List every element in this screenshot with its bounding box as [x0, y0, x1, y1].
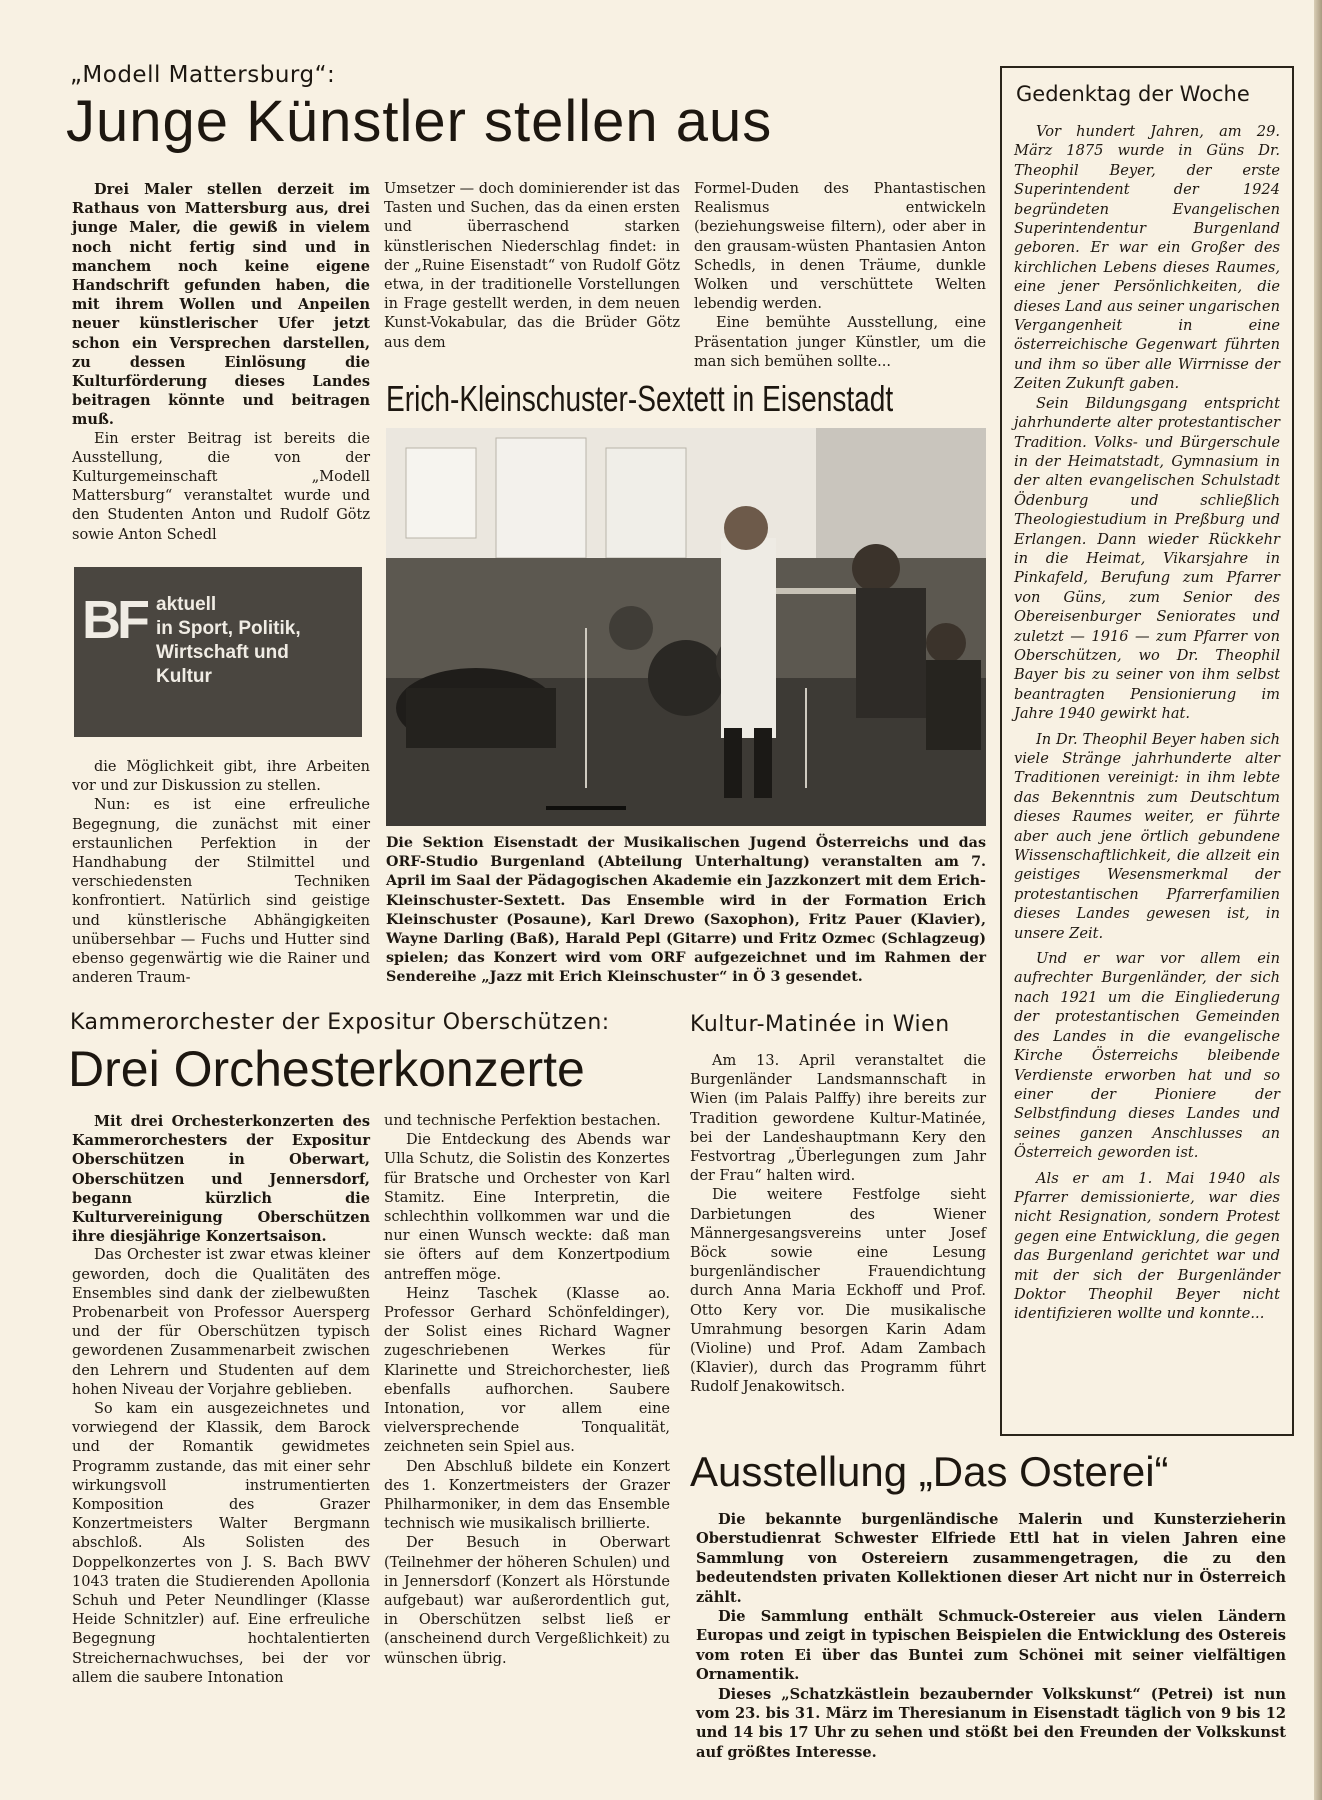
article-column-1b [72, 758, 370, 988]
orchester-paragraph: So kam ein ausgezeichnetes und vorwiegend der Klassik, dem Barock und der Romantik gewidmetes Programm zustande, das mit einer sehr wirkungsvoll instrumentierten Komposition des Grazer Konzertmeisters Walter Bergmann abschloß. Als Solisten des Doppelkonzertes von J. S. Bach BWV 1043 traten die Studierenden Apollonia Schuh und Peter Neundlinger (Klasse Heide Schnitzler) auf. Eine erfreuliche Begegnung hochtalentierten Streichernachwuchses, bei der vor allem die saubere Intonation [72, 1401, 370, 1686]
orchester-paragraph: Heinz Taschek (Klasse ao. Professor Gerhard Schönfeldinger), der Solist eines Richard Wagner zugeschriebenen Werkes für Klarinette und Streichorchester, ließ ebenfalls aufhorchen. Saubere Intonation, vor allem eine vielversprechende Tonqualität, zeichneten sein Spiel aus. [384, 1285, 670, 1456]
bf-ad-box [74, 567, 362, 737]
matinee-column [690, 1052, 986, 1398]
sidebar-body [1014, 122, 1280, 1324]
sextett-caption [386, 834, 986, 988]
orchester-paragraph: Der Besuch in Oberwart (Teilnehmer der höheren Schulen) und in Jennersdorf (Konzert als Hörstunde aufgebaut) war außerordentlich gut, in Oberschützen selbst ließ er (anscheinend durch Vergeßlichkeit) zu wünschen übrig. [384, 1535, 670, 1667]
osterei-paragraph: Dieses „Schatzkästlein bezaubernder Volkskunst“ (Petrei) ist nun vom 23. bis 31. März im Theresianum in Eisenstadt täglich von 9 bis 12 und 14 bis 17 Uhr zu sehen und stößt bei den Freunden der Volkskunst auf größtes Interesse. [696, 1685, 1286, 1761]
orchester-kicker: Kammerorchester der Expositur Oberschützen: [70, 1010, 610, 1035]
sidebar-paragraph: Vor hundert Jahren, am 29. März 1875 wurde in Güns Dr. Theophil Beyer, der erste Superintendent der 1924 begründeten Evangelischen Superintendentur Burgenland geboren. Er war ein Großer des kirchlichen Lebens dieses Raumes, eine jener Persönlichkeiten, die dieses Land aus seiner ungarischen Vergangenheit in eine österreichische Gegenwart führten und ihm so über alle Wirrnisse der Zeiten Zukunft gaben. [1014, 123, 1280, 393]
osterei-headline: Ausstellung „Das Osterei“ [690, 1448, 1169, 1495]
bf-logo: BF [82, 590, 146, 650]
sidebar-paragraph: Sein Bildungsgang entspricht jahrhunderte alter protestantischer Tradition. Volks- und Bürgerschule in der Heimatstadt, Gymnasium in der alten evangelischen Schulstadt Ödenburg und schließlich Theologiestudium in Preßburg und Erlangen. Dann wieder Rückkehr in die Heimat, Vikarsjahre in Pinkafeld, Berufung zum Pfarrer von Güns, zum Senior des Obereisenburger Seniorates und zuletzt — 1916 — zum Pfarrer von Oberschützen, wo Dr. Theophil Bayer bis zu seiner von ihm selbst beantragten Pensionierung im Jahre 1940 gewirkt hat. [1014, 394, 1280, 723]
orchester-column-2 [384, 1112, 670, 1669]
osterei-paragraph: Die Sammlung enthält Schmuck-Ostereier aus vielen Ländern Europas und zeigt in typischen Beispielen die Entwicklung des Ostereis vom roten Ei über das Buntei zum Schönei mit seiner vielfältigen Ornamentik. [696, 1608, 1286, 1684]
orchester-paragraph: Die Entdeckung des Abends war Ulla Schutz, die Solistin des Konzertes für Bratsche und Orchester von Karl Stamitz. Eine Interpretin, die schlechthin vollkommen war und die nur einen Wunsch weckte: daß man sie öfters auf dem Konzertpodium antreffen möge. [384, 1132, 670, 1283]
bf-line: in Sport, Politik, [156, 618, 301, 639]
article-column-2 [384, 180, 680, 353]
orchester-lead: Mit drei Orchesterkonzerten des Kammerorchesters der Expositur Oberschützen in Oberwart, Oberschützen und Jennersdorf, begann kürzlich die Kulturvereinigung Oberschützen ihre diesjährige Konzertsaison. [72, 1113, 370, 1246]
article-headline: Junge Künstler stellen aus [66, 89, 773, 154]
orchester-paragraph: Den Abschluß bildete ein Konzert des 1. Konzertmeisters der Grazer Philharmoniker, in dem das Ensemble technisch wie musikalisch brillierte. [384, 1458, 670, 1533]
orchester-paragraph: und technische Perfektion bestachen. [384, 1113, 661, 1129]
article-lead: Drei Maler stellen derzeit im Rathaus von Mattersburg aus, drei junge Maler, die gewiß in vielem noch nicht fertig sind und in manchem noch keine eigene Handschrift gefunden haben, die mit ihrem Wollen und Anpeilen neuer künstlerischer Ufer jetzt schon ein Versprechen darstellen, zu dessen Einlösung die Kulturförderung dieses Landes beitragen könnte und beitragen muß. [72, 181, 370, 429]
article-paragraph: Eine bemühte Ausstellung, eine Präsentation junger Künstler, um die man sich bemühen sollte... [694, 315, 986, 370]
bf-line: Kultur [156, 666, 212, 687]
bf-text [156, 593, 301, 689]
sidebar-paragraph: In Dr. Theophil Beyer haben sich viele Stränge jahrhunderte alter Traditionen vereinigt: in ihm lebte das Bekenntnis zum Deutschtum dieses Raumes weiter, er führte aber auch jene örtlich gebundene Wissenschaftlichkeit, die allzeit ein geistiges Wesensmerkmal der protestantischen Pfarrerfamilien dieses Landes gewesen ist, in unsere Zeit. [1014, 730, 1280, 942]
matinee-paragraph: Die weitere Festfolge sieht Darbietungen des Wiener Männergesangsvereins unter Josef Böck sowie eine Lesung burgenländischer Frauendichtung durch Anna Maria Eckhoff und Prof. Otto Kery vor. Die musikalische Umrahmung besorgen Karin Adam (Violine) und Prof. Adam Zambach (Klavier), durch das Programm führt Rudolf Jenakowitsch. [690, 1187, 986, 1396]
sidebar-title: Gedenktag der Woche [1016, 82, 1250, 106]
osterei-paragraph: Die bekannte burgenländische Malerin und Kunsterzieherin Oberstudienrat Schwester Elfriede Ettl hat in vielen Jahren eine Sammlung von Ostereiern zusammengetragen, die zu den bedeutendsten privaten Kollektionen dieser Art nicht nur in Österreich zählt. [696, 1511, 1286, 1606]
sextett-headline: Erich-Kleinschuster-Sextett in Eisenstadt [386, 378, 894, 419]
article-column-3 [694, 180, 986, 372]
caption-text: Die Sektion Eisenstadt der Musikalischen Jugend Österreichs und das ORF-Studio Burgenland (Abteilung Unterhaltung) veranstalten am 7. April im Saal der Pädagogischen Akademie ein Jazzkonzert mit dem Erich-Kleinschuster-Sextett. Das Ensemble wird in der Formation Erich Kleinschuster (Posaune), Karl Drewo (Saxophon), Fritz Pauer (Klavier), Wayne Darling (Baß), Harald Pepl (Gitarre) und Fritz Ozmec (Schlagzeug) spielen; das Konzert wird vom ORF aufgezeichnet und im Rahmen der Sendereihe „Jazz mit Erich Kleinschuster“ in Ö 3 gesendet. [386, 835, 986, 986]
page-edge [1314, 0, 1322, 1800]
band-photo-illustration [386, 428, 986, 826]
osterei-body [696, 1510, 1286, 1762]
bf-line: aktuell [156, 594, 217, 615]
sidebar-paragraph: Als er am 1. Mai 1940 als Pfarrer demissionierte, war dies nicht Resignation, sondern Protest gegen eine Entwicklung, die gegen das Burgenland gerichtet war und mit der sich der Burgenländer Doktor Theophil Beyer nicht identifizieren wollte und konnte... [1014, 1169, 1280, 1323]
article-column-1 [72, 180, 370, 545]
bf-line: Wirtschaft und [156, 642, 289, 663]
article-paragraph: Formel-Duden des Phantastischen Realismus entwickeln (beziehungsweise filtern), oder aber in den grausam-wüsten Phantasien Anton Schedls, in denen Träume, dunkle Wolken und verschüttete Welten lebendig werden. [694, 181, 986, 313]
matinee-paragraph: Am 13. April veranstaltet die Burgenländer Landsmannschaft in Wien (im Palais Palffy) ihre bereits zur Tradition gewordene Kultur-Matinée, bei der Landeshauptmann Kery den Festvortrag „Überlegungen zum Jahr der Frau“ halten wird. [690, 1053, 986, 1185]
article-paragraph: Ein erster Beitrag ist bereits die Ausstellung, die von der Kulturgemeinschaft „Modell Mattersburg“ veranstaltet wurde und den Studenten Anton und Rudolf Götz sowie Anton Schedl [72, 430, 370, 543]
matinee-kicker: Kultur-Matinée in Wien [690, 1012, 950, 1037]
orchester-paragraph: Das Orchester ist zwar etwas kleiner geworden, doch die Qualitäten des Ensembles sind dank der zielbewußten Probenarbeit von Professor Auersperg und der für Oberschützen typisch gewordenen Zusammenarbeit zwischen den Lehrern und Studenten auf dem hohen Niveau der Vorjahre geblieben. [72, 1247, 370, 1398]
article-kicker: „Modell Mattersburg“: [70, 62, 336, 88]
orchester-headline: Drei Orchesterkonzerte [68, 1041, 585, 1097]
gedenktag-sidebar [1000, 66, 1294, 1436]
sidebar-paragraph: Und er war vor allem ein aufrechter Burgenländer, der sich nach 1921 um die Eingliederung der protestantischen Gemeinden des Landes in die evangelische Kirche Österreichs bleibende Verdienste erworben hat und so einer der Pioniere der Selbstfindung dieses Landes und seines ganzen Anschlusses an Österreich geworden ist. [1014, 950, 1280, 1162]
article-paragraph: Umsetzer — doch dominierender ist das Tasten und Suchen, das da einen ersten und überraschend starken künstlerischen Niederschlag findet: in der „Ruine Eisenstadt“ von Rudolf Götz etwa, in der traditionelle Vorstellungen in Frage gestellt werden, in dem neuen Kunst-Vokabular, das die Brüder Götz aus dem [384, 181, 680, 351]
article-paragraph: Nun: es ist eine erfreuliche Begegnung, die zunächst mit einer erstaunlichen Perfektion in der Handhabung der Stilmittel und verschiedensten Techniken konfrontiert. Natürlich sind geistige und künstlerische Abhängigkeiten unübersehbar — Fuchs und Hutter sind ebenso gegenwärtig wie die Rainer und anderen Traum- [72, 797, 370, 987]
orchester-column-1 [72, 1112, 370, 1688]
article-paragraph: die Möglichkeit gibt, ihre Arbeiten vor und zur Diskussion zu stellen. [72, 759, 370, 795]
band-photo [386, 428, 986, 826]
